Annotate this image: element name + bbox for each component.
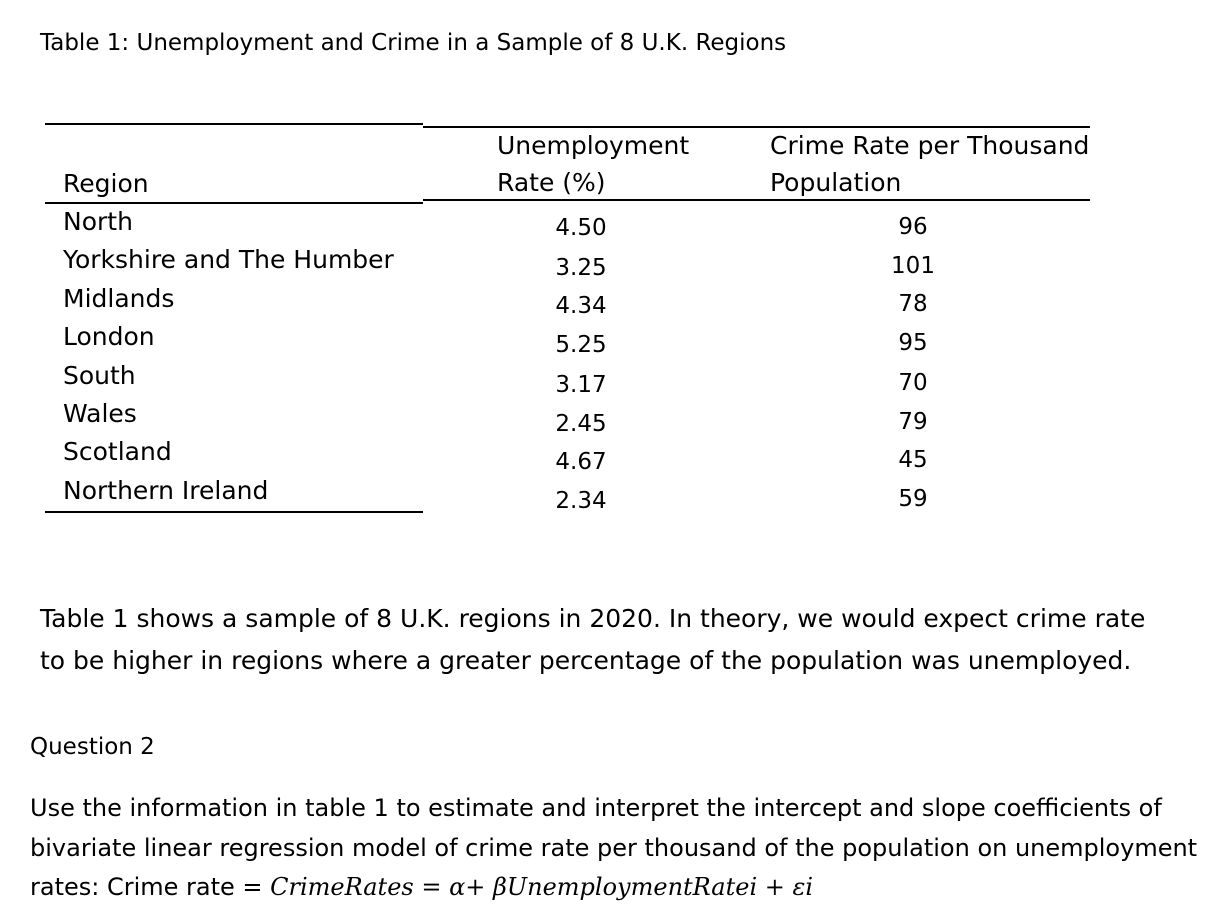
row-unemployment: 5.25 — [555, 332, 607, 358]
table-top-rule-left — [45, 123, 423, 125]
question-text — [30, 789, 1210, 908]
header-crime — [770, 127, 1089, 201]
row-unemployment: 2.34 — [555, 488, 607, 514]
row-crime: 45 — [898, 447, 928, 473]
header-unemployment-line1: Unemployment — [497, 131, 690, 160]
question-prompt: Use the information in table 1 to estimate and interpret the intercept and slope coefficients of bivariate linear regression model of crime rate per thousand of the population on unemployment rates: Crime rate = — [30, 794, 1198, 901]
row-crime: 96 — [898, 214, 928, 240]
header-crime-line2: Population — [770, 168, 902, 197]
intro-paragraph: Table 1 shows a sample of 8 U.K. regions in 2020. In theory, we would expect crime rate to be higher in regions where a greater percentage of the population was unemployed. — [40, 604, 1146, 675]
row-unemployment: 4.34 — [555, 293, 607, 319]
question-title: Question 2 — [30, 734, 155, 760]
row-unemployment: 4.67 — [555, 449, 607, 475]
regression-formula: CrimeRates = α+ βUnemploymentRatei + εi — [270, 873, 814, 901]
row-crime: 70 — [898, 370, 928, 396]
row-crime: 78 — [898, 291, 928, 317]
row-crime: 95 — [898, 330, 928, 356]
row-unemployment: 3.25 — [555, 255, 607, 281]
row-region: Midlands — [63, 284, 175, 313]
row-crime: 79 — [898, 409, 928, 435]
row-region: London — [63, 322, 155, 351]
header-unemployment-line2: Rate (%) — [497, 168, 606, 197]
header-underline-left — [45, 202, 423, 204]
row-unemployment: 4.50 — [555, 215, 607, 241]
header-region: Region — [63, 169, 149, 198]
row-region: Wales — [63, 399, 137, 428]
row-unemployment: 3.17 — [555, 372, 607, 398]
row-region: South — [63, 361, 136, 390]
row-unemployment: 2.45 — [555, 411, 607, 437]
row-crime: 101 — [891, 253, 935, 279]
table-bottom-rule — [45, 511, 423, 513]
row-region: Yorkshire and The Humber — [63, 245, 394, 274]
row-region: North — [63, 207, 133, 236]
header-unemployment — [497, 127, 689, 201]
row-crime: 59 — [898, 486, 928, 512]
row-region: Scotland — [63, 437, 172, 466]
table-caption: Table 1: Unemployment and Crime in a Sample of 8 U.K. Regions — [40, 30, 787, 56]
row-region: Northern Ireland — [63, 476, 269, 505]
header-crime-line1: Crime Rate per Thousand — [770, 131, 1090, 160]
